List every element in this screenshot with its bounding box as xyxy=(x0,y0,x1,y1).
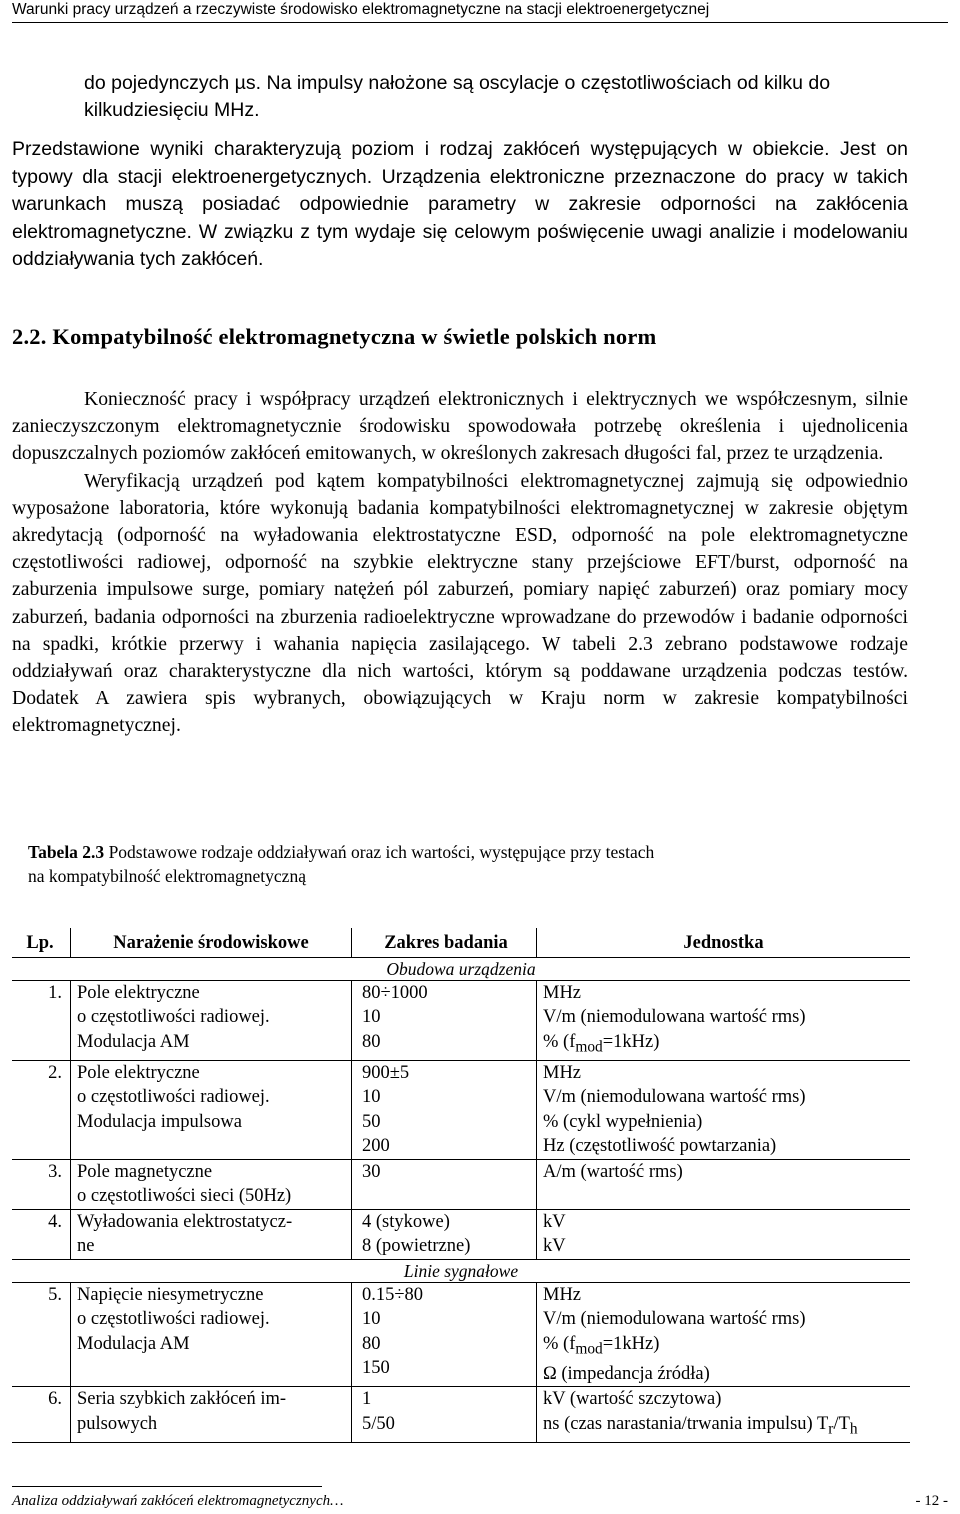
cell-line: 1 xyxy=(362,1389,372,1410)
table-section-signal xyxy=(12,1259,910,1282)
cell-line xyxy=(543,1412,904,1442)
running-header: Warunki pracy urządzeń a rzeczywiste środowisko elektromagnetyczne na stacji elektroenergetycznej xyxy=(12,0,948,23)
cell-line: 10 xyxy=(362,1309,381,1330)
cell-line: kV xyxy=(543,1236,566,1257)
cell-line: 10 xyxy=(362,1087,381,1108)
cell-jednostka xyxy=(537,1387,911,1443)
cell-line: 8 (powietrzne) xyxy=(362,1236,471,1257)
cell-line: 150 xyxy=(362,1358,390,1379)
cell-line: V/m (niemodulowana wartość rms) xyxy=(543,1007,806,1027)
body-paragraph: Weryfikacją urządzeń pod kątem kompatybilności elektromagnetycznej zajmują się odpowiednio wyposażone laboratoria, które wykonują badania kompatybilności elektromagnetycznej w zakresie objętym akredytacją (odporność na wyładowania elektrostatyczne ESD, odporność na pole elektromagnetyczne częstotliwości radiowej, odporność na szybkie elektryczne stany przejściowe EFT/burst, odporność na zaburzenia impulsowe surge, pomiary natężeń pól zaburzeń, pomiary napięć zaburzeń) oraz pomiary mocy zaburzeń, badania odporności na zburzenia radioelektryczne wprowadzane do przewodów i badanie odporności na spadki, krótkie przerwy i wahania napięcia zasilającego. W tabeli 2.3 zebrano podstawowe rodzaje oddziaływań oraz charakterystyczne dla nich wartości, którym są poddawane urządzenia podczas testów. Dodatek A zawiera spis wybranych, obowiązujących w Kraju norm w zakresie kompatybilności elektromagnetycznej. xyxy=(12,469,908,737)
intro-paragraph: do pojedynczych µs. Na impulsy nałożone są oscylacje o częstotliwościach od kilku do kilkudziesięciu MHz. xyxy=(84,72,831,121)
cell-zakres xyxy=(352,1387,537,1443)
section-heading xyxy=(12,322,908,352)
cell-line: kV (wartość szczytowa) xyxy=(543,1389,722,1410)
cell-line: 30 xyxy=(362,1161,381,1182)
cell-jednostka xyxy=(537,1282,911,1387)
cell-line: 80 xyxy=(362,1333,381,1354)
summary-paragraph: Przedstawione wyniki charakteryzują poziom i rodzaj zakłóceń występujących w obiekcie. Jest on typowy dla stacji elektroenergetycznych. Urządzenia elektroniczne przeznaczone do pracy w takich warunkach muszą posiadać odpowiednie parametry w zakresie odporności na zakłócenia elektromagnetyczne. W związku z tym wydaje się celowym poświęcenie uwagi analizie i modelowaniu oddziaływania tych zakłóceń. xyxy=(12,138,908,270)
col-header-jednostka: Jednostka xyxy=(537,928,911,957)
cell-line: 10 xyxy=(362,1007,381,1027)
cell-line: o częstotliwości radiowej. xyxy=(77,1087,270,1108)
table-row xyxy=(12,1209,910,1259)
cell-line: Hz (częstotliwość powtarzania) xyxy=(543,1136,777,1157)
section-number: 2.2. xyxy=(12,324,47,349)
section-title: Kompatybilność elektromagnetyczna w świetle polskich norm xyxy=(52,324,657,349)
cell-line: o częstotliwości radiowej. xyxy=(77,1309,270,1330)
cell-line: o częstotliwości sieci (50Hz) xyxy=(77,1186,292,1207)
cell-line: % (cykl wypełnienia) xyxy=(543,1111,703,1132)
cell-line: 80 xyxy=(362,1031,381,1052)
page-number: - 12 - xyxy=(915,1493,948,1509)
cell-lp: 3. xyxy=(12,1159,71,1209)
cell-line: 200 xyxy=(362,1136,390,1157)
cell-line: Pole magnetyczne xyxy=(77,1161,213,1182)
cell-line: Pole elektryczne xyxy=(77,982,200,1003)
cell-line xyxy=(543,1030,904,1060)
cell-line: MHz xyxy=(543,982,582,1003)
cell-lp: 5. xyxy=(12,1282,71,1387)
cell-narazenie xyxy=(71,980,352,1060)
emc-test-table xyxy=(12,928,910,1443)
cell-line: V/m (niemodulowana wartość rms) xyxy=(543,1309,806,1330)
cell-line: 5/50 xyxy=(362,1413,395,1434)
cell-line: 4 (stykowe) xyxy=(362,1211,450,1232)
text-part: =1kHz) xyxy=(602,1031,660,1052)
cell-lp: 6. xyxy=(12,1387,71,1443)
cell-line: V/m (niemodulowana wartość rms) xyxy=(543,1087,806,1108)
cell-line: o częstotliwości radiowej. xyxy=(77,1007,270,1027)
cell-narazenie xyxy=(71,1209,352,1259)
section-label-signal: Linie sygnałowe xyxy=(12,1259,910,1282)
text-part: /T xyxy=(833,1413,850,1434)
cell-zakres xyxy=(352,1282,537,1387)
cell-jednostka xyxy=(537,1209,911,1259)
cell-line: ne xyxy=(77,1236,95,1257)
cell-jednostka xyxy=(537,1159,911,1209)
table-row xyxy=(12,1282,910,1387)
text-part: =1kHz) xyxy=(602,1333,660,1354)
table-row xyxy=(12,980,910,1060)
cell-lp: 1. xyxy=(12,980,71,1060)
table-row xyxy=(12,1060,910,1159)
subscript: mod xyxy=(575,1038,603,1056)
cell-zakres xyxy=(352,1060,537,1159)
cell-line: kV xyxy=(543,1211,566,1232)
cell-line: Seria szybkich zakłóceń im- xyxy=(77,1389,287,1410)
cell-line: MHz xyxy=(543,1062,582,1083)
cell-jednostka xyxy=(537,1060,911,1159)
subscript: r xyxy=(828,1420,834,1438)
table-caption xyxy=(28,840,888,888)
cell-line: Napięcie niesymetryczne xyxy=(77,1284,264,1305)
cell-jednostka xyxy=(537,980,911,1060)
cell-line: 900±5 xyxy=(362,1062,410,1083)
table-row xyxy=(12,1387,910,1443)
table-header-row xyxy=(12,928,910,957)
table-section-housing xyxy=(12,957,910,980)
cell-zakres xyxy=(352,1209,537,1259)
text-part: ns (czas narastania/trwania impulsu) T xyxy=(543,1413,829,1434)
cell-line: Modulacja impulsowa xyxy=(77,1111,242,1132)
cell-narazenie xyxy=(71,1060,352,1159)
table-row xyxy=(12,1159,910,1209)
text-part: % (f xyxy=(543,1333,576,1354)
cell-line: Pole elektryczne xyxy=(77,1062,200,1083)
cell-zakres xyxy=(352,1159,537,1209)
table-caption-line2: na kompatybilność elektromagnetyczną xyxy=(28,866,306,886)
cell-lp: 2. xyxy=(12,1060,71,1159)
cell-line: MHz xyxy=(543,1284,582,1305)
footer-divider xyxy=(12,1486,322,1487)
cell-line: 80÷1000 xyxy=(362,982,428,1003)
body-paragraph: Konieczność pracy i współpracy urządzeń elektronicznych i elektrycznych we współczesnym, silnie zanieczyszczonym elektromagnetycznie środowisku spowodowała potrzebę określenia i ujednolicenia dopuszczalnych poziomów zakłóceń emitowanych, w określonych zakresach długości fal, przez te urządzenia. xyxy=(12,388,908,465)
cell-line xyxy=(543,1332,904,1362)
cell-line: Modulacja AM xyxy=(77,1031,190,1052)
cell-narazenie xyxy=(71,1387,352,1443)
cell-line: 50 xyxy=(362,1111,381,1132)
cell-narazenie xyxy=(71,1282,352,1387)
cell-zakres xyxy=(352,980,537,1060)
cell-lp: 4. xyxy=(12,1209,71,1259)
section-body xyxy=(12,386,908,740)
cell-line: Modulacja AM xyxy=(77,1333,190,1354)
col-header-narazenie: Narażenie środowiskowe xyxy=(71,928,352,957)
cell-line: Ω (impedancja źródła) xyxy=(543,1363,710,1384)
col-header-zakres: Zakres badania xyxy=(352,928,537,957)
table-caption-label: Tabela 2.3 xyxy=(28,842,105,862)
table-caption-line1: Podstawowe rodzaje oddziaływań oraz ich wartości, występujące przy testach xyxy=(108,842,655,862)
cell-line: 0.15÷80 xyxy=(362,1284,424,1305)
page-footer xyxy=(12,1492,948,1510)
cell-line: A/m (wartość rms) xyxy=(543,1161,683,1182)
footer-title: Analiza oddziaływań zakłóceń elektromagnetycznych… xyxy=(12,1493,344,1509)
subscript: h xyxy=(849,1420,858,1438)
section-label-housing: Obudowa urządzenia xyxy=(12,957,910,980)
text-part: % (f xyxy=(543,1031,576,1052)
cell-narazenie xyxy=(71,1159,352,1209)
cell-line: pulsowych xyxy=(77,1413,158,1434)
col-header-lp: Lp. xyxy=(12,928,71,957)
cell-line: Wyładowania elektrostatycz- xyxy=(77,1211,293,1232)
subscript: mod xyxy=(575,1340,603,1358)
